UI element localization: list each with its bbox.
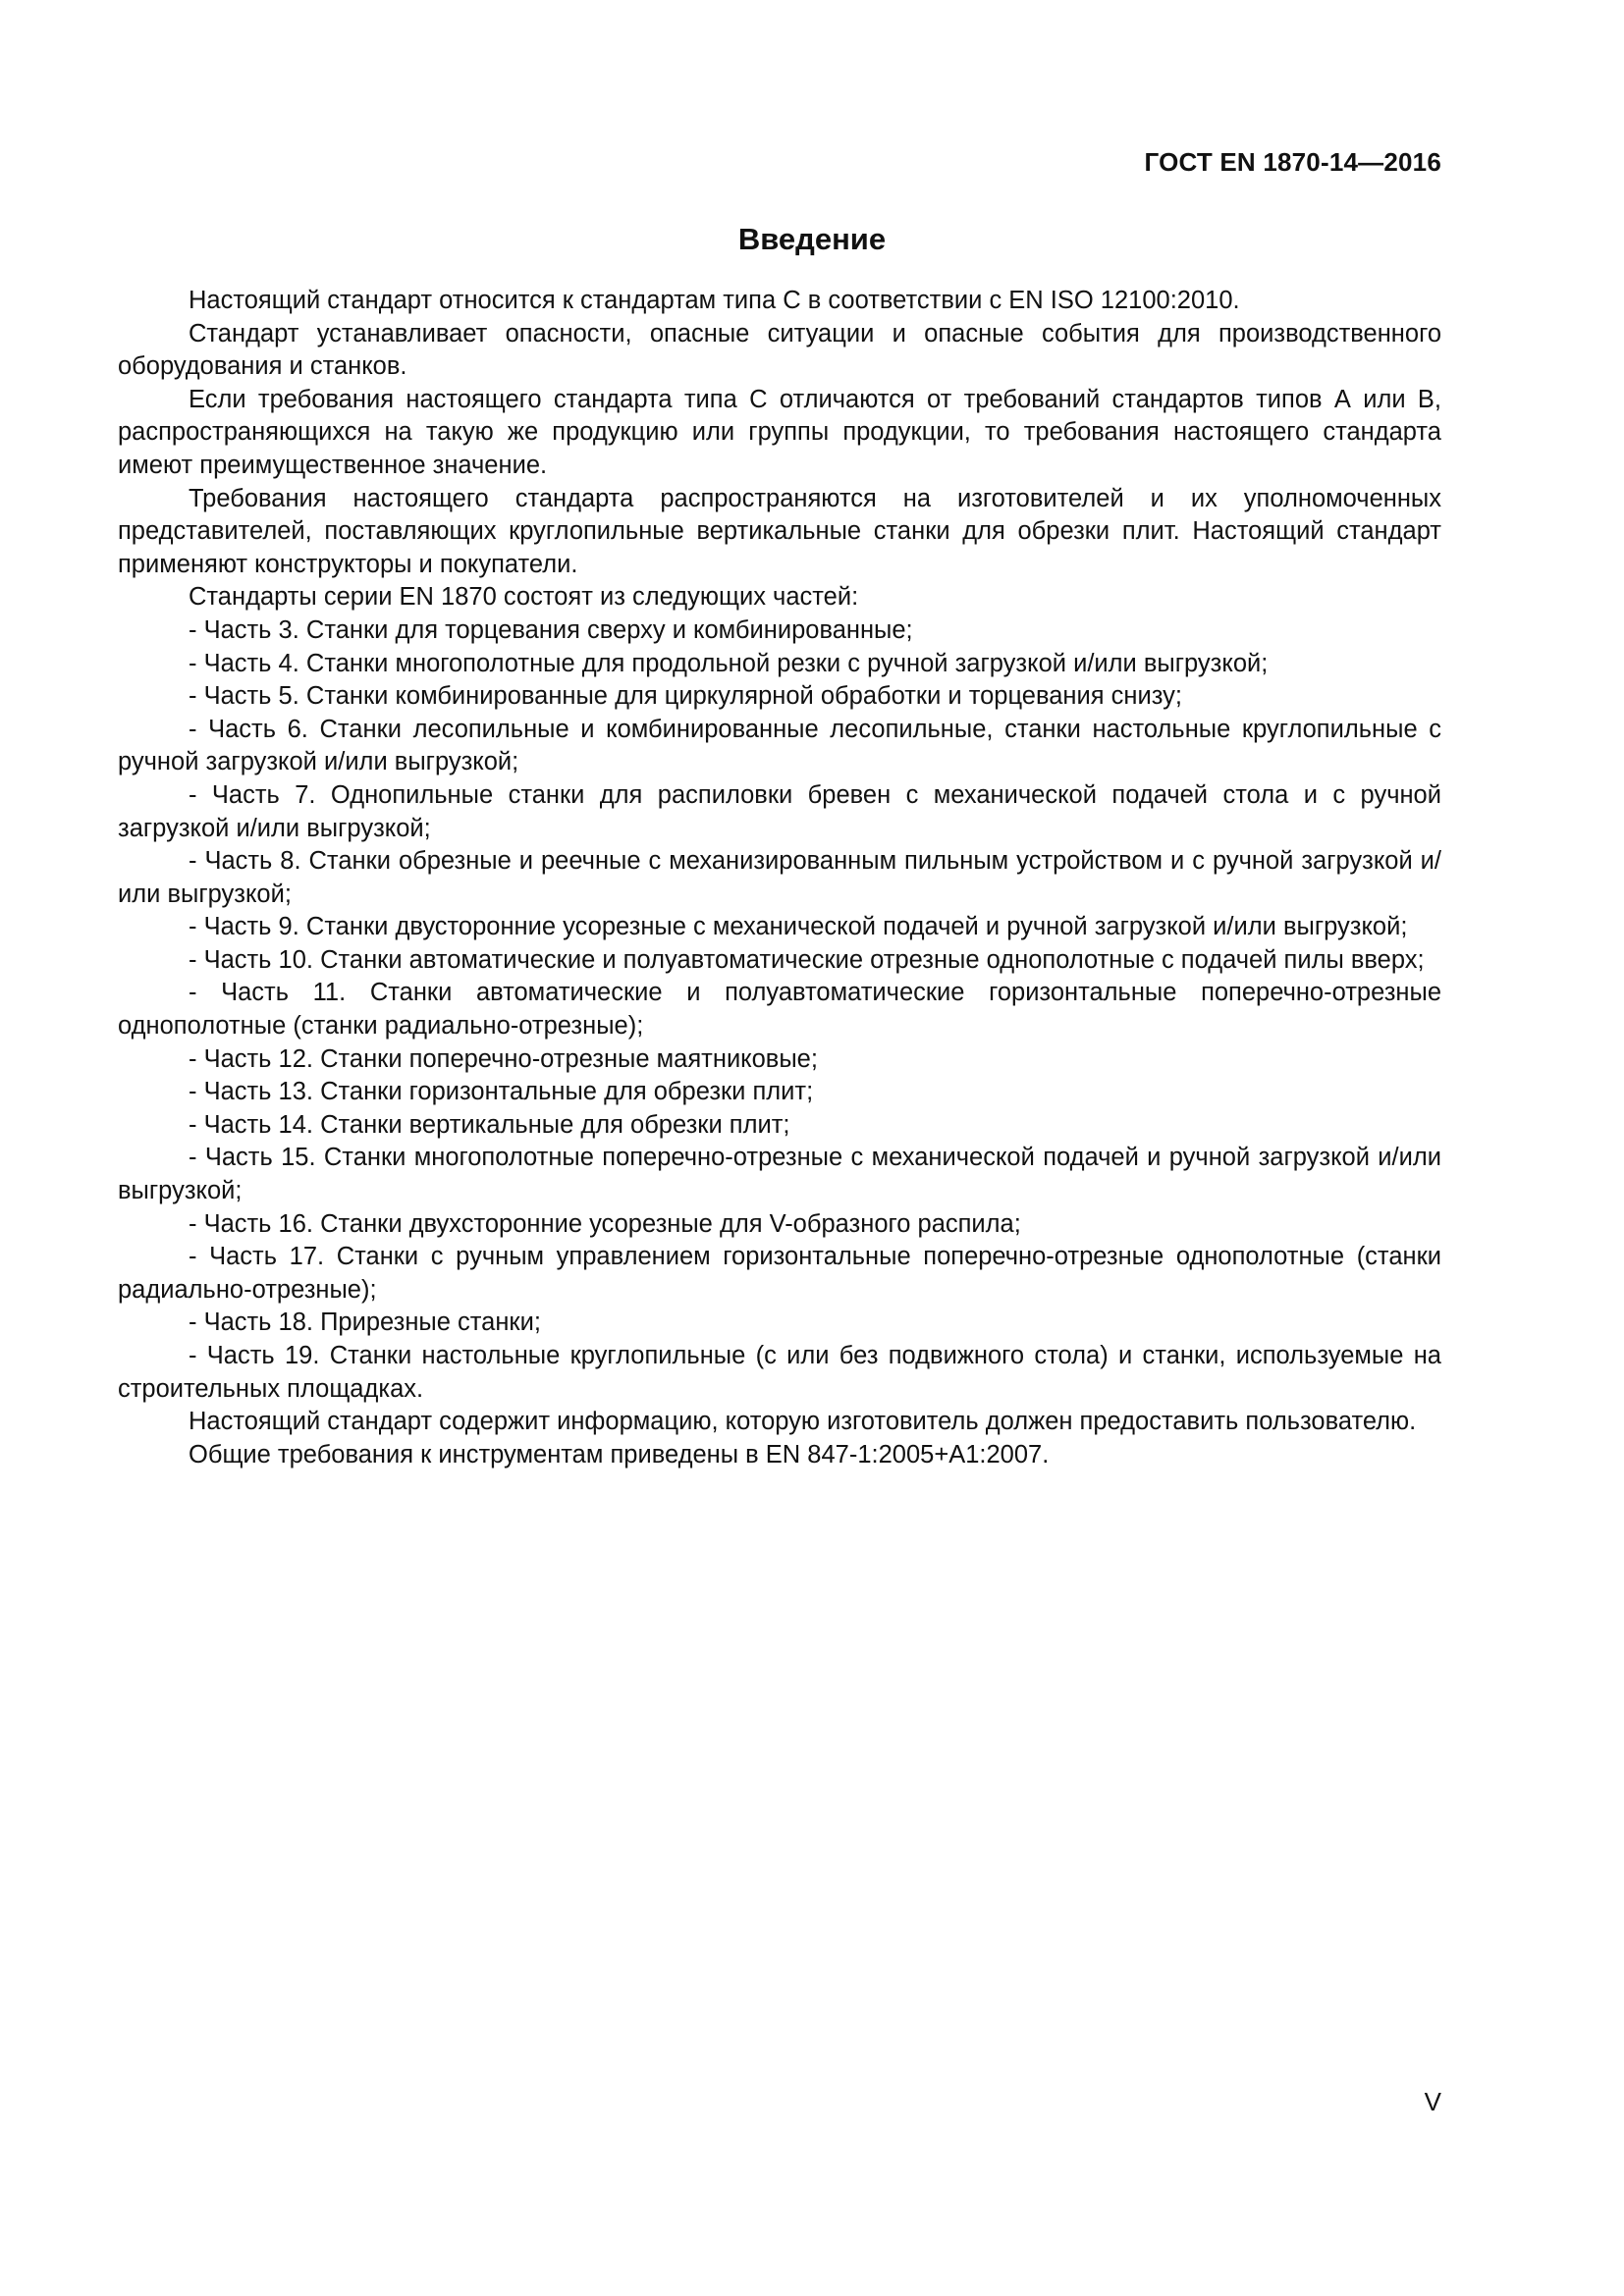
list-item: - Часть 17. Станки с ручным управлением горизонтальные поперечно-отрезные однополотные (станки радиально-отрезные); — [118, 1243, 1441, 1304]
paragraph: Настоящий стандарт содержит информацию, которую изготовитель должен предоставить пользователю. — [189, 1408, 1417, 1436]
document-code: ГОСТ EN 1870-14—2016 — [1144, 147, 1441, 177]
list-item: - Часть 6. Станки лесопильные и комбинированные лесопильные, станки настольные круглопильные с ручной загрузкой и/или выгрузкой; — [118, 715, 1441, 776]
list-item: - Часть 7. Однопильные станки для распиловки бревен с механической подачей стола и с ручной загрузкой и/или выгрузкой; — [118, 780, 1441, 842]
paragraph: Требования настоящего стандарта распространяются на изготовителей и их уполномоченных представителей, поставляющих круглопильные вертикальные станки для обрезки плит. Настоящий стандарт применяют конструкторы и покупатели. — [118, 484, 1441, 578]
list-item: - Часть 10. Станки автоматические и полуавтоматические отрезные однополотные с подачей пилы вверх; — [189, 945, 1425, 974]
paragraph: Если требования настоящего стандарта типа С отличаются от требований стандартов типов А или В, распространяющихся на такую же продукцию или группы продукции, то требования настоящего стандарта имеют преимущественное значение. — [118, 385, 1441, 479]
list-item: - Часть 11. Станки автоматические и полуавтоматические горизонтальные поперечно-отрезные однополотные (станки радиально-отрезные); — [118, 979, 1441, 1041]
list-item: - Часть 14. Станки вертикальные для обрезки плит; — [189, 1110, 790, 1139]
list-item: - Часть 13. Станки горизонтальные для обрезки плит; — [189, 1078, 814, 1106]
list-item: - Часть 8. Станки обрезные и реечные с механизированным пильным устройством и с ручной загрузкой и/или выгрузкой; — [118, 847, 1441, 908]
paragraph: Настоящий стандарт относится к стандартам типа С в соответствии с EN ISO 12100:2010. — [189, 287, 1240, 314]
list-item: - Часть 18. Прирезные станки; — [189, 1308, 541, 1337]
list-item: - Часть 12. Станки поперечно-отрезные маятниковые; — [189, 1044, 818, 1073]
section-title: Введение — [737, 222, 887, 256]
list-item: - Часть 19. Станки настольные круглопильные (с или без подвижного стола) и станки, используемые на строительных площадках. — [118, 1342, 1441, 1403]
list-item: - Часть 15. Станки многополотные поперечно-отрезные с механической подачей и ручной загрузкой и/или выгрузкой; — [118, 1144, 1441, 1205]
list-item: - Часть 16. Станки двухсторонние усорезные для V-образного распила; — [189, 1209, 1021, 1238]
list-item: - Часть 9. Станки двусторонние усорезные с механической подачей и ручной загрузкой и/или выгрузкой; — [189, 913, 1408, 941]
paragraph: Стандарт устанавливает опасности, опасные ситуации и опасные события для производственного оборудования и станков. — [118, 319, 1441, 381]
list-item: - Часть 5. Станки комбинированные для циркулярной обработки и торцевания снизу; — [189, 682, 1182, 711]
page-number: V — [1424, 2087, 1441, 2116]
paragraph: Стандарты серии EN 1870 состоят из следующих частей: — [189, 583, 859, 612]
body-text — [118, 285, 1441, 1471]
list-item: - Часть 3. Станки для торцевания сверху и комбинированные; — [189, 615, 913, 644]
paragraph: Общие требования к инструментам приведены в EN 847-1:2005+А1:2007. — [189, 1440, 1050, 1468]
list-item: - Часть 4. Станки многополотные для продольной резки с ручной загрузкой и/или выгрузкой; — [189, 649, 1269, 677]
